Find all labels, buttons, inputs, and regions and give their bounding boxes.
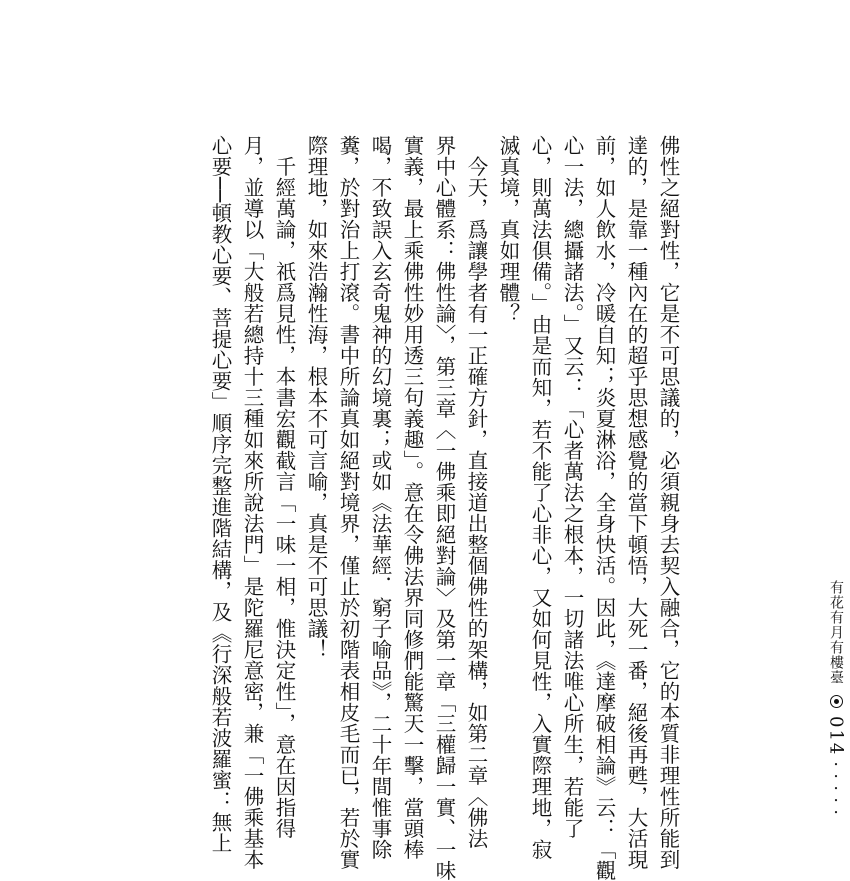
text-column-14: 月，並導以「大般若總持十三種如來所說法門」是陀羅尼意密，兼「一佛乘基本 — [240, 135, 264, 870]
text-column-8: 界中心體系：佛性論〉，第三章〈一佛乘即絕對論〉及第一章「三權歸一實、一味 — [432, 135, 456, 881]
text-column-9: 實義，最上乘佛性妙用透三句義趣」。意在令佛法界同修們能驚天一擊，當頭棒 — [400, 135, 424, 860]
text-column-4: 心一法，總攝諸法。」又云：「心者萬法之根本，一切諸法唯心所生，若能了 — [560, 135, 584, 839]
text-column-15: 心要──頓教心要、菩提心要」順序完整進階結構，及《行深般若波羅蜜：無上 — [208, 135, 232, 854]
body-text — [206, 135, 682, 881]
text-column-12: 際理地，如來浩瀚性海，根本不可言喻，真是不可思議！ — [304, 135, 328, 660]
text-column-1: 佛性之絕對性，它是不可思議的，必須親身去契入融合，它的本質非理性所能到 — [656, 135, 680, 870]
running-title: 有花有月有樓臺 — [828, 580, 844, 685]
text-column-2: 達的，是靠一種內在的超乎思想感覺的當下頓悟，大死一番，絕後再甦，大活現 — [624, 135, 648, 870]
text-column-3: 前，如人飲水，冷暖自知；炎夏淋浴，全身快活。因此，《達摩破相論》云：「觀 — [592, 135, 616, 881]
bullet-icon — [830, 695, 843, 708]
text-column-7: 今天，爲讓學者有一正確方針，直接道出整個佛性的架構，如第二章〈佛法 — [464, 135, 488, 849]
page-number: 014 — [825, 716, 847, 757]
page-margin — [766, 580, 850, 818]
text-column-5: 心，則萬法俱備。」由是而知，若不能了心非心，又如何見性，入實際理地，寂 — [528, 135, 552, 860]
text-column-13: 千經萬論，祇爲見性，本書宏觀截言「一味一相，惟決定性」，意在因指得 — [272, 135, 296, 839]
text-column-11: 糞，於對治上打滾。書中所論真如絕對境界，僅止於初階表相皮毛而已，若於實 — [336, 135, 360, 870]
text-column-6: 滅真境，真如理體？ — [496, 135, 520, 324]
book-page — [120, 0, 847, 881]
text-column-10: 喝，不致誤入玄奇鬼神的幻境裏；或如《法華經．窮子喻品》，二十年間惟事除 — [368, 135, 392, 860]
dotted-leader: ・・・・・ — [828, 758, 843, 819]
